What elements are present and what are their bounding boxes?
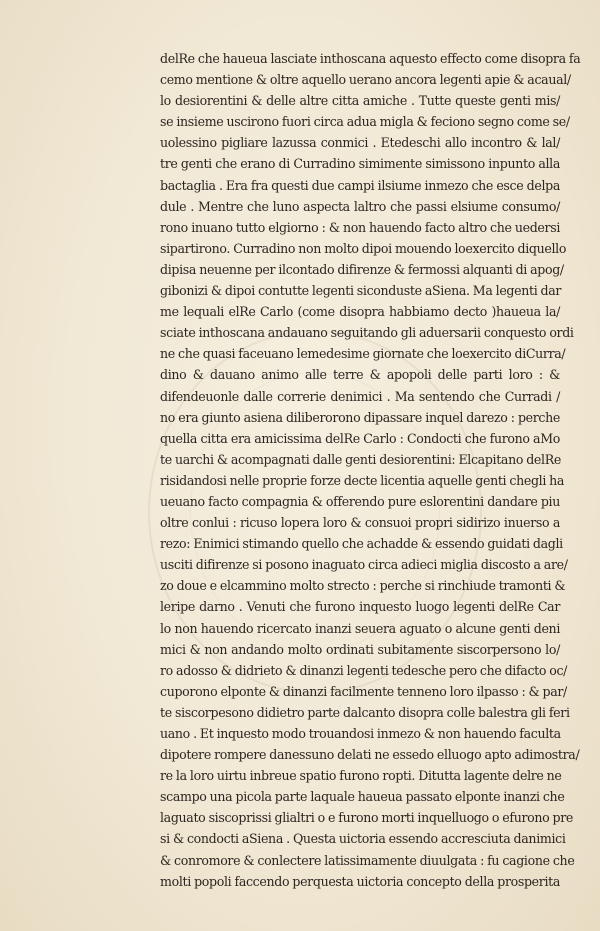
text-line: oltre conlui : ricuso lopera loro & consuoi propri sidirizo inuerso a bbox=[160, 515, 560, 531]
text-line: scampo una picola parte laquale haueua passato elponte inanzi che bbox=[160, 789, 565, 805]
text-line: laguato siscoprissi glialtri o e furono morti inquelluogo o efurono pre bbox=[160, 810, 573, 826]
text-line: rono inuano tutto elgiorno : & non hauendo facto altro che uedersi bbox=[160, 219, 560, 235]
text-line: gibonizi & dipoi contutte legenti siconduste aSiena. Ma legenti dar bbox=[160, 283, 562, 299]
text-line: uano . Et inquesto modo trouandosi inmezo & non hauendo faculta bbox=[160, 726, 561, 741]
text-line: uolessino pigliare lazussa conmici . Etedeschi allo incontro & lal/ bbox=[160, 135, 560, 151]
text-line: se insieme uscirono fuori circa adua migla & feciono segno come se/ bbox=[160, 114, 570, 130]
text-block bbox=[160, 48, 581, 892]
text-line: quella citta era amicissima delRe Carlo : Condocti che furono aMo bbox=[160, 430, 560, 446]
text-line: ne che quasi faceuano lemedesime giornate che loexercito diCurra/ bbox=[160, 346, 566, 362]
text-line: mici & non andando molto ordinati subitamente siscorpersono lo/ bbox=[160, 641, 560, 657]
text-line: usciti difirenze si posono inaguato circa adieci miglia discosto a are/ bbox=[160, 557, 568, 573]
text-line: te uarchi & acompagnati dalle genti desiorentini: Elcapitano delRe bbox=[160, 451, 561, 467]
text-line: lo non hauendo ricercato inanzi seuera aguato o alcune genti deni bbox=[160, 620, 560, 636]
text-line: sipartirono. Curradino non molto dipoi mouendo loexercito diquello bbox=[160, 240, 567, 256]
text-line: risidandosi nelle proprie forze decte licentia aquelle genti chegli ha bbox=[160, 472, 565, 488]
text-line: rezo: Enimici stimando quello che achadde & essendo guidati dagli bbox=[160, 536, 563, 552]
text-line: lo desiorentini & delle altre citta amiche . Tutte queste genti mis/ bbox=[160, 93, 560, 109]
text-line: te siscorpesono didietro parte dalcanto disopra colle balestra gli feri bbox=[160, 704, 570, 720]
text-line: tre genti che erano di Curradino simimente simissono inpunto alla bbox=[160, 156, 560, 172]
text-line: re la loro uirtu inbreue spatio furono ropti. Ditutta lagente delre ne bbox=[160, 768, 562, 784]
text-line: me lequali elRe Carlo (come disopra habbiamo decto )haueua la/ bbox=[160, 304, 560, 320]
text-line: ueuano facto compagnia & offerendo pure eslorentini dandare piu bbox=[160, 493, 560, 509]
text-line: dipisa neuenne per ilcontado difirenze & fermossi alquanti di apog/ bbox=[160, 261, 564, 277]
text-line: cuporono elponte & dinanzi facilmente tenneno loro ilpasso : & par/ bbox=[160, 683, 567, 699]
text-line: difendeuonle dalle correrie denimici . Ma sentendo che Curradi / bbox=[160, 388, 560, 404]
text-line: si & condocti aSiena . Questa uictoria essendo accresciuta danimici bbox=[160, 831, 566, 847]
text-line: molti popoli faccendo perquesta uictoria concepto della prosperita bbox=[160, 873, 560, 889]
text-line: ro adosso & didrieto & dinanzi legenti tedesche pero che difacto oc/ bbox=[160, 662, 568, 678]
text-line: bactaglia . Era fra questi due campi ilsiume inmezo che esce delpa bbox=[160, 177, 560, 193]
text-line: leripe darno . Venuti che furono inquesto luogo legenti delRe Car bbox=[160, 599, 560, 615]
text-line: dino & dauano animo alle terre & apopoli delle parti loro : & bbox=[160, 367, 560, 383]
text-line: dule . Mentre che luno aspecta laltro che passi elsiume consumo/ bbox=[160, 198, 560, 214]
text-line: cemo mentione & oltre aquello uerano ancora legenti apie & acaual/ bbox=[160, 72, 571, 88]
text-line: dipotere rompere danessuno delati ne essedo elluogo apto adimostra/ bbox=[160, 747, 580, 763]
text-line: & conromore & conlectere latissimamente diuulgata : fu cagione che bbox=[160, 852, 575, 868]
text-line: sciate inthoscana andauano seguitando gli aduersarii conquesto ordi bbox=[160, 325, 574, 341]
text-line: zo doue e elcammino molto strecto : perche si rinchiude tramonti & bbox=[160, 578, 566, 594]
text-line: delRe che haueua lasciate inthoscana aquesto effecto come disopra fa bbox=[160, 51, 581, 66]
text-line: no era giunto asiena diliberorono dipassare inquel darezo : perche bbox=[160, 409, 560, 425]
